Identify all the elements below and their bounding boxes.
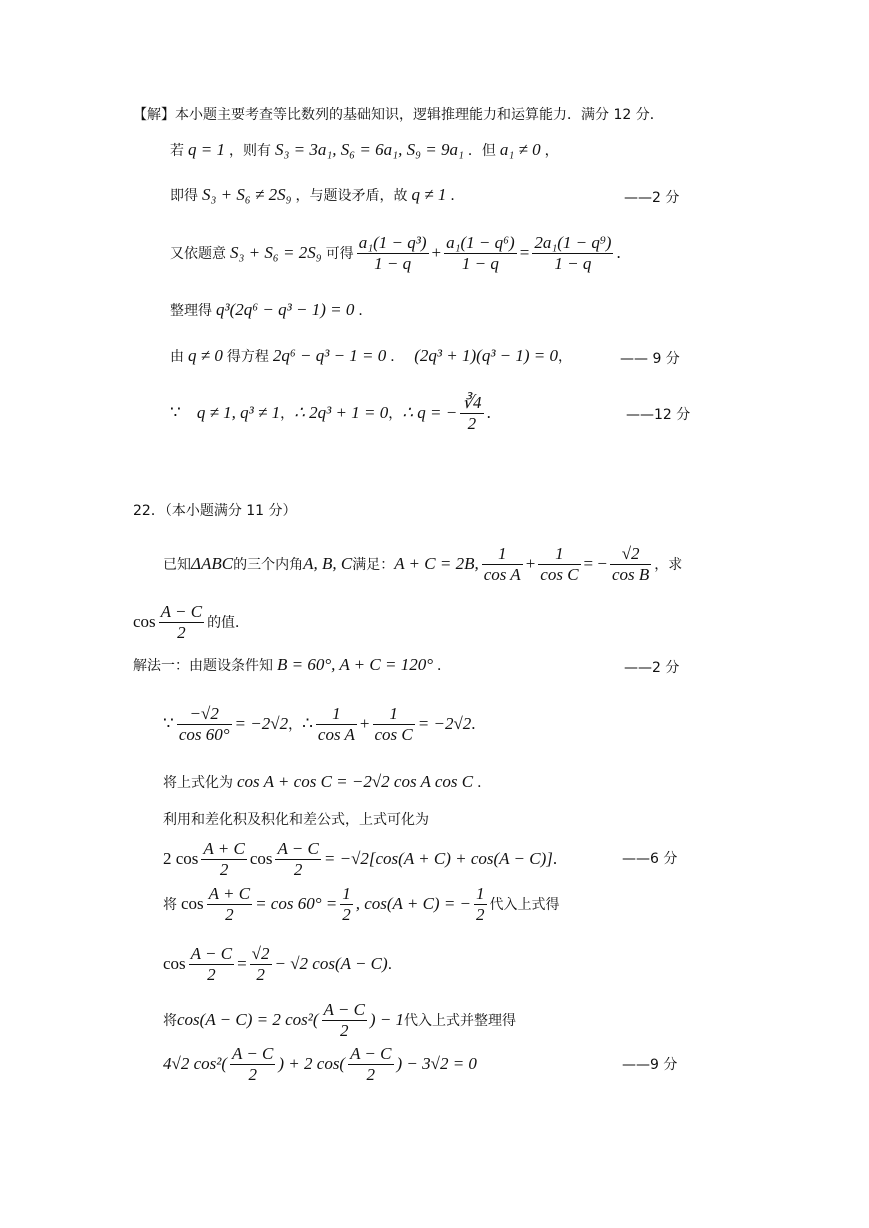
numerator: 1: [497, 543, 507, 563]
math: cos(A − C) = 2 cos²(: [177, 1010, 319, 1029]
heading-text: 22．（本小题满分 11 分）: [133, 503, 297, 519]
denominator: 1 − q: [374, 253, 412, 273]
intro-text: 【解】本小题主要考查等比数列的基础知识，逻辑推理能力和运算能力．满分 12 分．: [133, 107, 664, 123]
text: 满足：: [352, 557, 395, 573]
numerator: 1: [342, 883, 351, 903]
denominator: 2: [342, 904, 351, 924]
denominator: cos 60°: [178, 724, 230, 744]
problem-given: 已知 ΔABC 的三个内角 A, B, C 满足： A + C = 2B, $\frac{1}{\text{cos A}}$ + $\frac{1}{\text{cos C}}$ = − $\frac{√2}{\text{cos B}}$ ，求: [163, 543, 683, 584]
fraction: [316, 704, 357, 745]
text: 代入上式并整理得: [404, 1013, 517, 1029]
contradiction-line: [170, 182, 464, 208]
score-mark: ——2 分: [624, 190, 680, 206]
numerator: 1: [555, 543, 564, 563]
numerator: √2: [621, 543, 640, 563]
reciprocal-line: ∵ $\frac{-√2}{\cos 60^\circ}$ = −2√2 ， ∴ $\frac{1}{\text{cos A}}$ + $\frac{1}{\text{cos C}}$ = −2√2 .: [163, 703, 476, 744]
fraction: [532, 233, 613, 274]
denominator: 2: [177, 622, 186, 642]
fraction: [275, 839, 320, 880]
numerator: A − C: [232, 1043, 274, 1063]
text: 得方程: [226, 349, 269, 365]
denominator: cos B: [611, 564, 650, 584]
text: ．: [358, 303, 373, 319]
math: , cos(A + C) = −: [355, 894, 472, 913]
denominator: cos A: [317, 724, 355, 744]
fraction: [482, 544, 523, 585]
fraction: [159, 602, 204, 643]
score-mark: ——12 分: [626, 407, 691, 423]
text: ，: [544, 143, 559, 159]
text: 代入上式得: [489, 897, 560, 913]
text: ，则有: [228, 143, 271, 159]
text: 若: [170, 143, 184, 159]
fraction: [348, 1044, 393, 1085]
denominator: 1 − q: [461, 253, 499, 273]
substitute-line: [163, 880, 560, 928]
denominator: 2: [207, 964, 216, 984]
score-mark: —— 9 分: [620, 351, 680, 367]
math: = −2√2: [417, 714, 472, 733]
fraction: [610, 544, 651, 585]
denominator: 1 − q: [554, 253, 592, 273]
text: 整理得: [170, 303, 212, 319]
numerator: a₁(1 − q⁶): [446, 232, 515, 252]
numerator: 1: [332, 703, 341, 723]
solution-intro: [133, 104, 664, 124]
because-symbol: ∵: [163, 714, 174, 733]
math: q ≠ 1: [411, 185, 447, 204]
denominator: cos C: [374, 724, 413, 744]
math: (2q³ + 1)(q³ − 1) = 0: [414, 346, 559, 365]
score-mark: ——2 分: [624, 660, 680, 676]
math: q ≠ 0: [188, 346, 223, 365]
math: 4√2 cos²(: [163, 1054, 227, 1073]
math: cos: [181, 894, 204, 913]
fraction: [474, 884, 487, 925]
fraction: [250, 944, 272, 985]
math: cos: [133, 612, 156, 631]
denominator: 2: [225, 904, 234, 924]
fraction: [177, 704, 232, 745]
denominator: 2: [293, 859, 303, 879]
math: cos A + cos C = −2√2 cos A cos C: [237, 772, 474, 791]
math: 2 cos: [163, 849, 199, 868]
text: ．: [450, 188, 465, 204]
fraction: [207, 884, 252, 925]
numerator: A − C: [160, 601, 203, 621]
math: ) + 2 cos(: [278, 1054, 346, 1073]
numerator: 1: [476, 883, 485, 903]
numerator: a₁(1 − q³): [358, 232, 427, 252]
math: q³(2q⁶ − q³ − 1) = 0: [216, 300, 355, 319]
fraction: [322, 1000, 367, 1041]
text: 又依题意: [170, 246, 226, 262]
denominator: 2: [366, 1064, 376, 1084]
text: 的值．: [207, 615, 250, 631]
math: cos: [163, 954, 186, 973]
numerator: 2a₁(1 − q⁹): [534, 232, 612, 252]
fraction: [201, 839, 246, 880]
numerator: A − C: [190, 943, 233, 963]
therefore-symbol: ∴: [302, 714, 313, 733]
math: S₃ + S₆ = 2S₉: [230, 243, 322, 262]
denominator: 2: [256, 964, 265, 984]
text: 可得: [325, 246, 354, 262]
fraction: [538, 544, 580, 585]
math: =: [237, 954, 247, 973]
score-mark: ——9 分: [622, 1057, 678, 1073]
denominator: 2: [219, 859, 229, 879]
simplify-line: [170, 297, 372, 323]
fraction: [230, 1044, 275, 1085]
math: A + C = 2B,: [394, 554, 479, 573]
problem-ask: [133, 598, 249, 646]
conclusion-line: ∵ q ≠ 1, q³ ≠ 1 ， ∴ 2q³ + 1 = 0 ， ∴ q = − $\frac{∛4}{2}$ .: [170, 392, 491, 433]
denominator: cos A: [483, 564, 521, 584]
numerator: A − C: [350, 1043, 392, 1063]
text: ，与题设矛盾，故: [295, 188, 408, 204]
text: 即得: [170, 188, 198, 204]
math: ΔABC: [191, 554, 234, 573]
math: = −2√2: [234, 714, 289, 733]
equation-line: 又依题意 S₃ + S₆ = 2S₉ 可得 $\frac{\text{a₁(1 − q³)}}{1 - q}$ + $\frac{\text{a₁(1 − q⁶)}}{1 - q}$ = $\frac{\text{2a₁(1 − q⁹)}}{1 - q}$ .: [170, 232, 621, 273]
math: q ≠ 1, q³ ≠ 1: [196, 403, 281, 422]
numerator: 1: [389, 703, 398, 723]
formula-note: [163, 808, 429, 830]
math: a₁ ≠ 0: [499, 140, 541, 159]
fraction: [189, 944, 234, 985]
denominator: 2: [248, 1064, 257, 1084]
text: 利用和差化积及积化和差公式，上式可化为: [163, 812, 429, 828]
math: S₃ + S₆ ≠ 2S₉: [202, 185, 292, 204]
denominator: 2: [339, 1020, 349, 1040]
math: − √2 cos(A − C): [274, 954, 388, 973]
numerator: ∛4: [462, 392, 482, 412]
denominator: cos C: [540, 564, 579, 584]
numerator: √2: [251, 943, 270, 963]
sum-product-line: 2 cos $\frac{A + C}{2}$ cos $\frac{A - C}{2}$ = −√2[cos(A + C) + cos(A − C)] .: [163, 838, 558, 879]
numerator: A − C: [323, 999, 365, 1019]
problem-heading: [133, 500, 297, 520]
math: B = 60°, A + C = 120°: [277, 655, 434, 674]
result-line: cos $\frac{A - C}{2}$ = $\frac{√2}{2}$ − √2 cos(A − C) ．: [163, 943, 402, 984]
fraction: [444, 233, 517, 274]
numerator: A − C: [277, 838, 319, 858]
numerator: −√2: [189, 703, 219, 723]
math: ) − 1: [369, 1010, 405, 1029]
text: ．但: [467, 143, 496, 159]
math: = −√2[cos(A + C) + cos(A − C)]: [323, 849, 553, 868]
fraction: [373, 704, 415, 745]
math: cos: [249, 849, 273, 868]
text: ，求: [654, 557, 683, 573]
math: ∴ q = −: [402, 403, 458, 422]
text: 已知: [163, 557, 191, 573]
fraction: [460, 393, 483, 434]
solution-start: 解法一：由题设条件知 B = 60°, A + C = 120° ．: [133, 655, 452, 674]
fraction: [357, 233, 429, 274]
math: S₃ = 3a₁, S₆ = 6a₁, S₉ = 9a₁: [274, 140, 464, 159]
quadratic-line: [163, 1040, 477, 1088]
math: A, B, C: [303, 554, 353, 573]
text: 的三个内角: [233, 557, 304, 573]
score-mark: ——6 分: [622, 851, 678, 867]
double-angle-line: [163, 996, 516, 1044]
math: = cos 60° =: [255, 894, 338, 913]
math: ∴ 2q³ + 1 = 0: [294, 403, 389, 422]
denominator: 2: [467, 413, 477, 433]
text: 由: [170, 349, 184, 365]
math: q = 1: [188, 140, 225, 159]
numerator: A + C: [203, 838, 245, 858]
numerator: A + C: [208, 883, 251, 903]
text: 解法一：由题设条件知: [133, 658, 273, 674]
denominator: 2: [476, 904, 485, 924]
fraction: [340, 884, 353, 925]
math: ) − 3√2 = 0: [396, 1054, 477, 1073]
transform-line: 将上式化为 cos A + cos C = −2√2 cos A cos C ．: [163, 772, 492, 791]
text: 将上式化为: [163, 775, 233, 791]
case-q-equals-1: [170, 137, 559, 163]
text: 将: [163, 1013, 177, 1029]
because-symbol: ∵: [170, 403, 181, 422]
factor-line: 由 q ≠ 0 得方程 2q⁶ − q³ − 1 = 0 ． (2q³ + 1)(q³ − 1) = 0 ，: [170, 346, 573, 365]
math: 2q⁶ − q³ − 1 = 0: [272, 346, 387, 365]
text: 将: [163, 897, 177, 913]
